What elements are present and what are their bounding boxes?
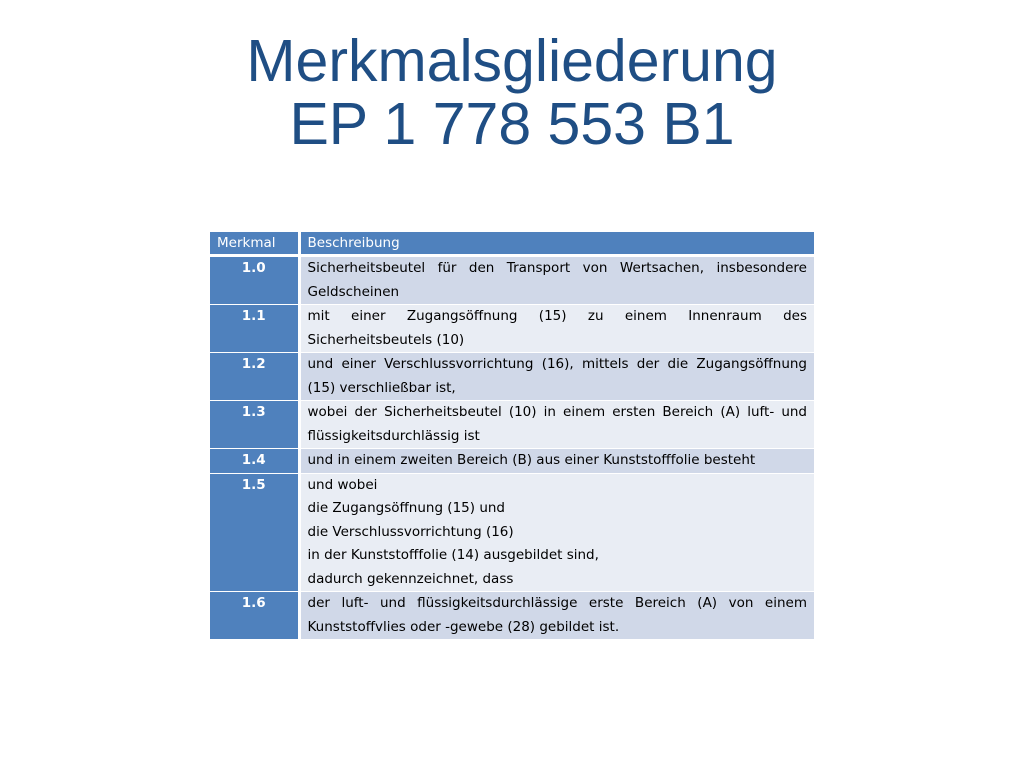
description-line: in der Kunststofffolie (14) ausgebildet sind, <box>307 547 599 563</box>
table-row <box>210 353 814 401</box>
table-row <box>210 473 814 592</box>
description-line: die Verschlussvorrichtung (16) <box>307 523 514 540</box>
feature-description <box>299 473 814 592</box>
title-line-2: EP 1 778 553 B1 <box>289 91 735 157</box>
feature-description: und in einem zweiten Bereich (B) aus einer Kunststofffolie besteht <box>299 449 814 474</box>
feature-number: 1.2 <box>210 353 299 401</box>
table-row <box>210 592 814 640</box>
slide-title <box>0 30 1024 156</box>
feature-number: 1.0 <box>210 256 299 305</box>
table-row <box>210 449 814 474</box>
feature-number: 1.6 <box>210 592 299 640</box>
description-line: die Zugangsöffnung (15) und <box>307 500 505 516</box>
header-merkmal: Merkmal <box>210 232 299 256</box>
feature-description: mit einer Zugangsöffnung (15) zu einem Innenraum des Sicherheitsbeutels (10) <box>299 305 814 353</box>
feature-description: und einer Verschlussvorrichtung (16), mittels der die Zugangsöffnung (15) verschließbar ist, <box>299 353 814 401</box>
feature-description: wobei der Sicherheitsbeutel (10) in einem ersten Bereich (A) luft- und flüssigkeitsdurchlässig ist <box>299 401 814 449</box>
header-beschreibung: Beschreibung <box>299 232 814 256</box>
feature-number: 1.4 <box>210 449 299 474</box>
feature-description: Sicherheitsbeutel für den Transport von Wertsachen, insbesondere Geldscheinen <box>299 256 814 305</box>
feature-table <box>210 232 814 640</box>
title-line-1: Merkmalsgliederung <box>246 28 778 94</box>
description-line: dadurch gekennzeichnet, dass <box>307 570 514 587</box>
table-header-row <box>210 232 814 256</box>
feature-description: der luft- und flüssigkeitsdurchlässige erste Bereich (A) von einem Kunststoffvlies oder -gewebe (28) gebildet ist. <box>299 592 814 640</box>
feature-number: 1.5 <box>210 473 299 592</box>
feature-number: 1.1 <box>210 305 299 353</box>
feature-number: 1.3 <box>210 401 299 449</box>
table-row <box>210 256 814 305</box>
table-row <box>210 401 814 449</box>
table-row <box>210 305 814 353</box>
description-line: und wobei <box>307 476 378 493</box>
